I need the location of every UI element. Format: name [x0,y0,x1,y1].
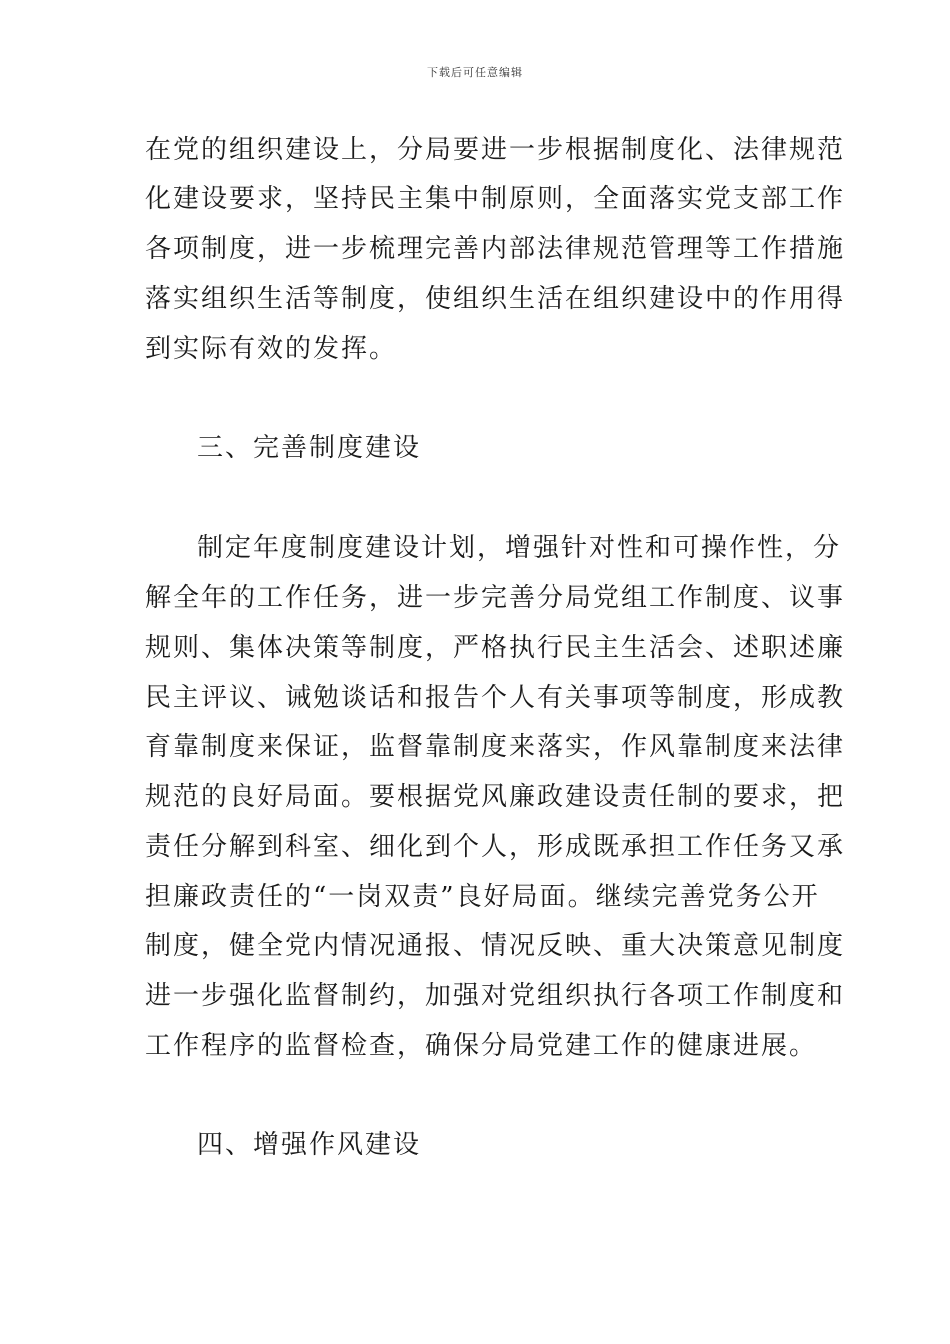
paragraph-2-line: 工作程序的监督检查，确保分局党建工作的健康进展。 [145,1031,818,1061]
paragraph-1-line: 在党的组织建设上，分局要进一步根据制度化、法律规范 [145,135,846,165]
paragraph-1-line: 到实际有效的发挥。 [145,334,398,364]
paragraph-2-line: 担廉政责任的“一岗双责”良好局面。继续完善党务公开 [145,882,820,912]
paragraph-2-line: 制定年度制度建设计划，增强针对性和可操作性，分 [197,533,842,563]
paragraph-2-line: 解全年的工作任务，进一步完善分局党组工作制度、议事 [145,583,846,613]
section-heading-4: 四、增强作风建设 [197,1130,422,1160]
paragraph-1-line: 化建设要求，坚持民主集中制原则，全面落实党支部工作 [145,184,846,214]
paragraph-2-line: 进一步强化监督制约，加强对党组织执行各项工作制度和 [145,981,846,1011]
paragraph-2-line: 民主评议、诫勉谈话和报告个人有关事项等制度，形成教 [145,683,846,713]
paragraph-1-line: 落实组织生活等制度，使组织生活在组织建设中的作用得 [145,284,846,314]
paragraph-1-line: 各项制度，进一步梳理完善内部法律规范管理等工作措施 [145,234,846,264]
paragraph-2-line: 责任分解到科室、细化到个人，形成既承担工作任务又承 [145,832,846,862]
paragraph-2-line: 规范的良好局面。要根据党风廉政建设责任制的要求，把 [145,782,846,812]
section-heading-3: 三、完善制度建设 [197,433,422,463]
paragraph-2-line: 制度，健全党内情况通报、情况反映、重大决策意见制度 [145,931,846,961]
paragraph-2-line: 规则、集体决策等制度，严格执行民主生活会、述职述廉 [145,633,846,663]
page-header-note: 下载后可任意编辑 [427,66,523,79]
paragraph-2-line: 育靠制度来保证，监督靠制度来落实，作风靠制度来法律 [145,732,846,762]
